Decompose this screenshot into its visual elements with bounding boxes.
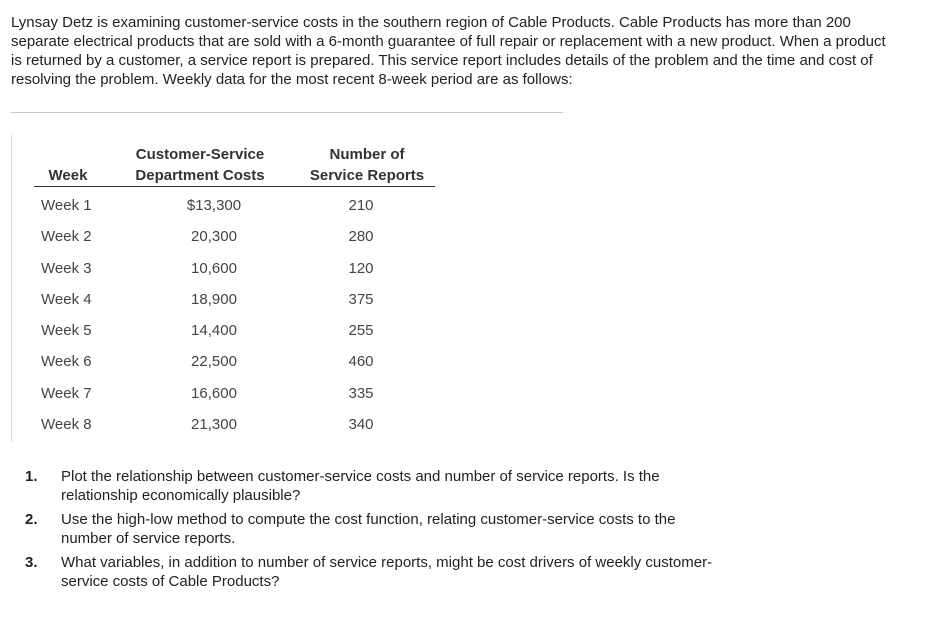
table-row — [12, 227, 452, 258]
reports-cell: 255 — [348, 322, 374, 340]
cost-cell: 21,300 — [191, 416, 237, 434]
question-item — [25, 553, 725, 591]
table-row — [12, 196, 452, 227]
table-row — [12, 415, 452, 446]
cost-cell: 22,500 — [191, 353, 237, 371]
question-number: 3. — [25, 554, 38, 571]
table-body — [12, 196, 452, 446]
header-underline — [34, 186, 435, 187]
week-cell: Week 6 — [41, 353, 92, 371]
reports-cell: 460 — [348, 353, 374, 371]
week-cell: Week 7 — [41, 384, 92, 402]
data-table — [11, 135, 452, 442]
cost-cell: 10,600 — [191, 259, 237, 277]
cost-cell: $13,300 — [186, 197, 242, 214]
table-row — [12, 352, 452, 383]
reports-cell: 340 — [348, 416, 374, 434]
intro-divider — [11, 112, 563, 113]
question-number: 1. — [25, 468, 38, 485]
cost-cell: 20,300 — [191, 228, 237, 246]
header-reports-line2: Service Reports — [309, 167, 425, 184]
header-reports — [298, 144, 436, 186]
problem-intro: Lynsay Detz is examining customer-service costs in the southern region of Cable Products. Cable Products has more than 200 separate electrical products that are sold with a 6-month guarantee of full repair or replacement with a new product. When a product is returned by a customer, a service report is prepared. This service report includes details of the problem and the time and cost of resolving the problem. Weekly data for the most recent 8-week period are as follows: — [11, 14, 886, 88]
cost-cell: 16,600 — [191, 384, 237, 402]
question-text: Plot the relationship between customer-service costs and number of service reports. Is the relationship economically plausible? — [61, 468, 660, 504]
header-costs-line2: Department Costs — [135, 167, 265, 184]
header-week: Week — [48, 167, 88, 184]
table-row — [12, 384, 452, 415]
table-row — [12, 290, 452, 321]
reports-cell: 120 — [348, 259, 374, 277]
week-cell: Week 5 — [41, 322, 92, 340]
reports-cell: 335 — [348, 384, 374, 402]
question-list — [25, 467, 725, 596]
header-costs — [126, 144, 274, 186]
question-text: What variables, in addition to number of service reports, might be cost drivers of weekly customer-service costs of Cable Products? — [61, 554, 713, 590]
question-text: Use the high-low method to compute the cost function, relating customer-service costs to the number of service reports. — [61, 511, 676, 547]
question-item — [25, 467, 725, 505]
header-costs-line1: Customer-Service — [135, 146, 265, 163]
question-number: 2. — [25, 511, 38, 528]
week-cell: Week 3 — [41, 259, 92, 277]
reports-cell: 280 — [348, 228, 374, 246]
table-row — [12, 259, 452, 290]
week-cell: Week 4 — [41, 290, 92, 308]
week-cell: Week 8 — [41, 416, 92, 434]
week-cell: Week 2 — [41, 228, 92, 246]
table-row — [12, 321, 452, 352]
cost-cell: 14,400 — [191, 322, 237, 340]
reports-cell: 210 — [348, 197, 374, 214]
week-cell: Week 1 — [41, 197, 92, 214]
reports-cell: 375 — [348, 290, 374, 308]
cost-cell: 18,900 — [191, 290, 237, 308]
header-reports-line1: Number of — [329, 146, 405, 163]
question-item — [25, 510, 725, 548]
